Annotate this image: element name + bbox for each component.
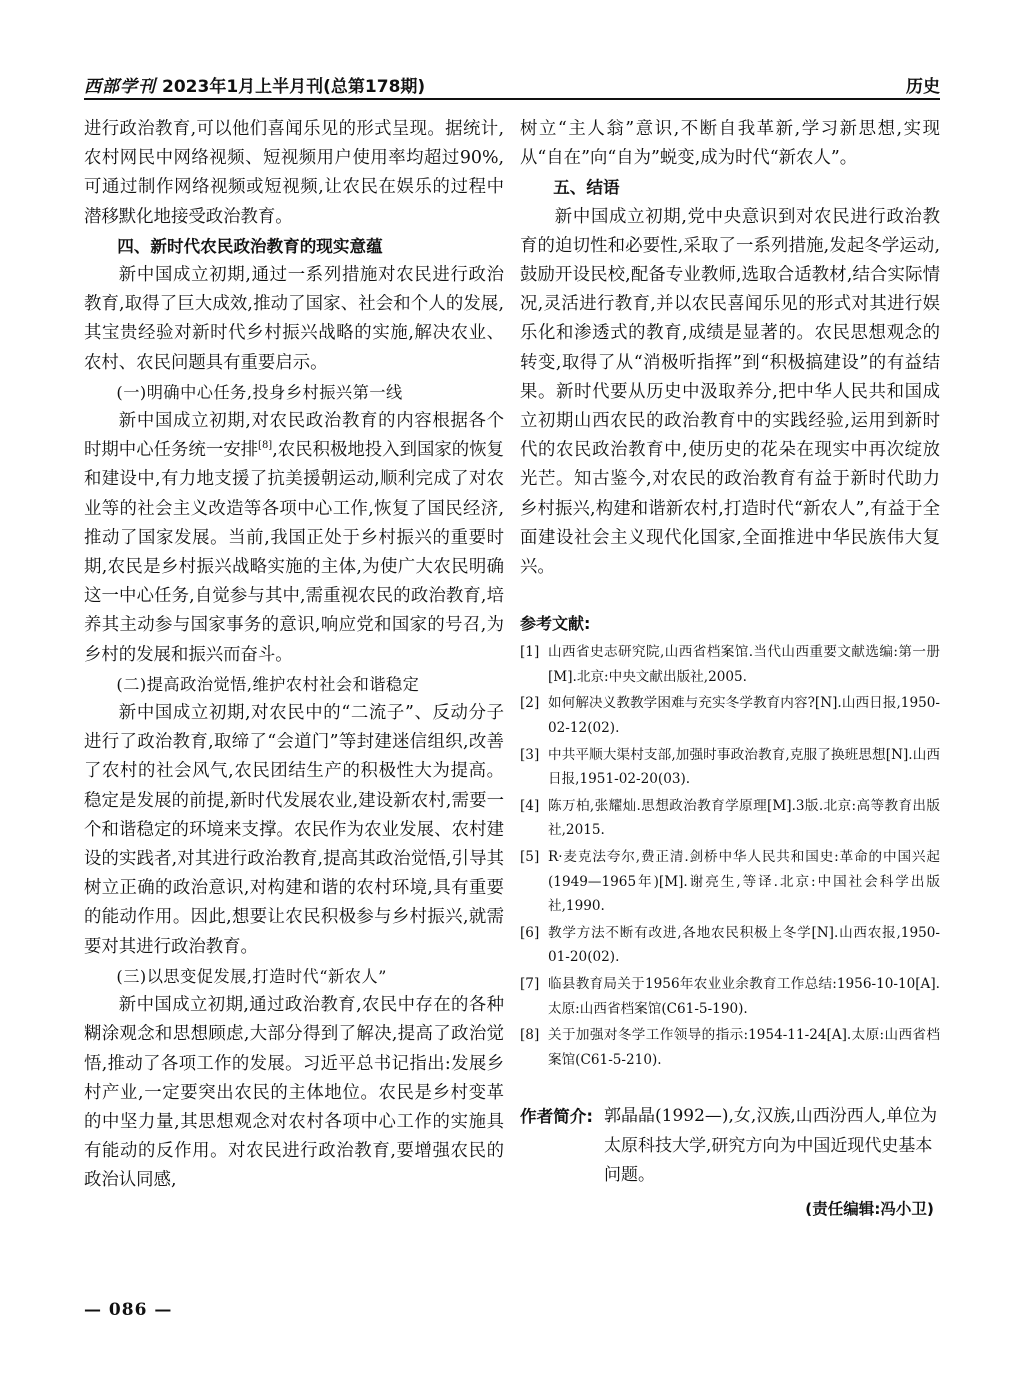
section-heading-four: 四、新时代农民政治教育的现实意蕴	[117, 236, 383, 256]
reference-text: 山西省史志研究院,山西省档案馆.当代山西重要文献选编:第一册[M].北京:中央文献出版社,2005.	[548, 644, 940, 685]
reference-number: [8]	[520, 1027, 540, 1044]
page-number: — 086 —	[84, 1300, 173, 1320]
issue-info: 2023年1月上半月刊(总第178期)	[162, 77, 426, 97]
citation-mark: [8]	[258, 440, 273, 452]
reference-item	[520, 845, 940, 919]
reference-number: [4]	[520, 797, 540, 814]
reference-text: 中共平顺大渠村支部,加强时事政治教育,克服了换班思想[N].山西日报,1951-02-20(03).	[548, 746, 940, 788]
reference-text: 如何解决义教教学困难与充实冬学教育内容?[N].山西日报,1950-02-12(02).	[548, 695, 940, 737]
subsection-heading-one: (一)明确中心任务,投身乡村振兴第一线	[116, 382, 403, 402]
reference-item	[520, 921, 940, 970]
reference-number: [3]	[520, 746, 540, 763]
paragraph: 新中国成立初期,通过一系列措施对农民进行政治教育,取得了巨大成效,推动了国家、社会和个人的发展,其宝贵经验对新时代乡村振兴战略的实施,解决农业、农村、农民问题具有重要启示。	[84, 265, 504, 373]
paragraph: 进行政治教育,可以他们喜闻乐见的形式呈现。据统计,农村网民中网络视频、短视频用户使用率均超过90%,可通过制作网络视频或短视频,让农民在娱乐的过程中潜移默化地接受政治教育。	[84, 119, 504, 227]
reference-number: [1]	[520, 644, 540, 661]
subsection-heading-three: (三)以思变促发展,打造时代“新农人”	[116, 966, 387, 986]
reference-number: [7]	[520, 975, 540, 992]
conclusion-paragraph: 新中国成立初期,党中央意识到对农民进行政治教育的迫切性和必要性,采取了一系列措施,发起冬学运动,鼓励开设民校,配备专业教师,选取合适教材,结合实际情况,灵活进行教育,并以农民喜闻乐见的形式对其进行娱乐化和渗透式的教育,成绩是显著的。农民思想观念的转变,取得了从“消极听指挥”到“积极搞建设”的有益结果。新时代要从历史中汲取养分,把中华人民共和国成立初期山西农民的政治教育中的实践经验,运用到新时代的农民政治教育中,使历史的花朵在现实中再次绽放光芒。知古鉴今,对农民的政治教育有益于新时代助力乡村振兴,构建和谐新农村,打造时代“新农人”,有益于全面建设社会主义现代化国家,全面推进中华民族伟大复兴。	[520, 206, 940, 578]
reference-text: 陈万柏,张耀灿.思想政治教育学原理[M].3版.北京:高等教育出版社,2015.	[548, 797, 940, 839]
left-column	[84, 115, 504, 1196]
running-header	[84, 70, 940, 102]
reference-item	[520, 972, 940, 1021]
reference-number: [6]	[520, 924, 540, 941]
subsection-heading-two: (二)提高政治觉悟,维护农村社会和谐稳定	[116, 674, 420, 694]
paragraph: 新中国成立初期,对农民中的“二流子”、反动分子进行了政治教育,取缔了“会道门”等封建迷信组织,改善了农村的社会风气,农民团结生产的积极性大为提高。稳定是发展的前提,新时代发展农业,建设新农村,需要一个和谐稳定的环境来支撑。农民作为农业发展、农村建设的实践者,对其进行政治教育,提高其政治觉悟,引导其树立正确的政治意识,对构建和谐的农村环境,具有重要的能动作用。因此,想要让农民积极参与乡村振兴,就需要对其进行政治教育。	[84, 703, 504, 957]
reference-item	[520, 691, 940, 740]
section-name: 历史	[906, 77, 940, 97]
header-rule	[84, 98, 940, 100]
paragraph: 新中国成立初期,通过政治教育,农民中存在的各种糊涂观念和思想顾虑,大部分得到了解决,提高了政治觉悟,推动了各项工作的发展。习近平总书记指出:发展乡村产业,一定要突出农民的主体地位。农民是乡村变革的中坚力量,其思想观念对农村各项中心工作的实施具有能动的反作用。对农民进行政治教育,要增强农民的政治认同感,	[84, 995, 504, 1191]
references-list	[520, 640, 940, 1072]
reference-item	[520, 794, 940, 843]
paragraph-with-citation	[84, 407, 504, 670]
author-bio	[520, 1102, 940, 1191]
reference-text: R·麦克法夸尔,费正清.剑桥中华人民共和国史:革命的中国兴起(1949—1965年)[M].谢亮生,等译.北京:中国社会科学出版社,1990.	[548, 849, 940, 915]
reference-number: [2]	[520, 695, 540, 712]
section-heading-five: 五、结语	[553, 178, 620, 198]
right-column	[520, 115, 940, 1223]
reference-item	[520, 743, 940, 792]
reference-item	[520, 640, 940, 689]
paragraph-text: 新中国成立初期,对农民政治教育的内容根据各个时期中心任务统一安排	[84, 411, 504, 461]
author-bio-text: 郭晶晶(1992—),女,汉族,山西汾西人,单位为太原科技大学,研究方向为中国近现代史基本问题。	[604, 1106, 938, 1186]
paragraph-text: ,农民积极地投入到国家的恢复和建设中,有力地支援了抗美援朝运动,顺利完成了对农业等的社会主义改造等各项中心工作,恢复了国民经济,推动了国家发展。当前,我国正处于乡村振兴的重要时期,农民是乡村振兴战略实施的主体,为使广大农民明确这一中心任务,自觉参与其中,需重视农民的政治教育,培养其主动参与国家事务的意识,响应党和国家的号召,为乡村的发展和振兴而奋斗。	[84, 440, 504, 665]
reference-text: 临县教育局关于1956年农业业余教育工作总结:1956-10-10[A].太原:山西省档案馆(C61-5-190).	[548, 975, 940, 1017]
journal-name: 西部学刊	[84, 77, 156, 97]
responsible-editor: (责任编辑:冯小卫)	[805, 1199, 934, 1218]
references-title: 参考文献:	[520, 614, 591, 634]
author-bio-label: 作者简介:	[520, 1107, 594, 1127]
reference-item	[520, 1023, 940, 1072]
paragraph: 树立“主人翁”意识,不断自我革新,学习新思想,实现从“自在”向“自为”蜕变,成为时代“新农人”。	[520, 119, 940, 169]
reference-number: [5]	[520, 849, 540, 865]
reference-text: 关于加强对冬学工作领导的指示:1954-11-24[A].太原:山西省档案馆(C61-5-210).	[548, 1027, 940, 1068]
reference-text: 教学方法不断有改进,各地农民积极上冬学[N].山西农报,1950-01-20(02).	[548, 924, 940, 966]
